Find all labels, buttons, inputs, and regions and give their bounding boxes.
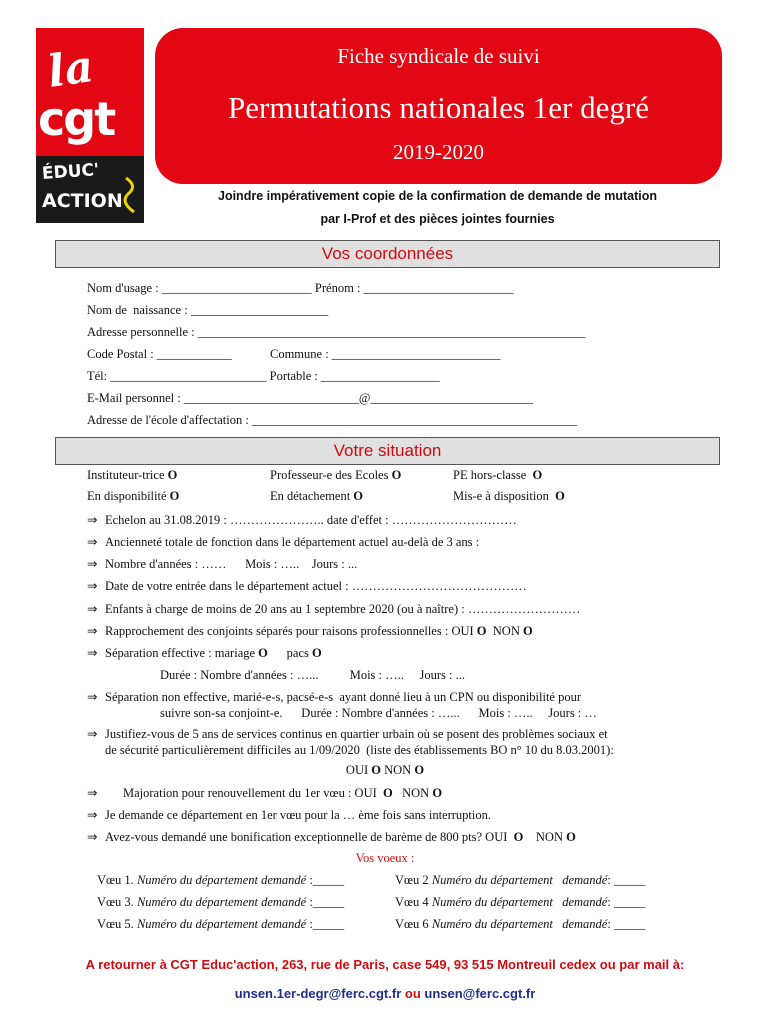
option-detachement[interactable]: En détachement O (270, 489, 364, 503)
voeu-1-field[interactable]: Vœu 1. Numéro du département demandé :_____ (97, 873, 345, 887)
field-adresse-ecole[interactable]: Adresse de l'école d'affectation : ____________________________________________________ (87, 413, 577, 427)
arrow-icon: ⇒ (87, 690, 98, 704)
section-coordonnees-header: Vos coordonnées (55, 240, 720, 268)
arrow-icon: ⇒ (87, 513, 98, 527)
logo-squiggle-icon (122, 176, 144, 216)
arrow-icon: ⇒ (87, 579, 98, 593)
logo-action-text: ACTION (42, 190, 123, 212)
voeu-3-field[interactable]: Vœu 3. Numéro du département demandé :_____ (97, 895, 345, 909)
header-year: 2019-2020 (393, 140, 484, 164)
field-rapprochement[interactable]: ⇒ Rapprochement des conjoints séparés pour raisons professionnelles : OUI O NON O (87, 624, 533, 638)
field-justifiez: ⇒ Justifiez-vous de 5 ans de services continus en quartier urbain où se posent des problèmes sociaux et (87, 727, 608, 741)
voeu-4-field[interactable]: Vœu 4 Numéro du département demandé: _____ (395, 895, 646, 909)
voeu-2-field[interactable]: Vœu 2 Numéro du département demandé: _____ (395, 873, 646, 887)
field-nombre-annees[interactable]: ⇒ Nombre d'années : …… Mois : ….. Jours : ... (87, 557, 358, 571)
email-separator: ou (401, 986, 425, 1001)
field-anciennete: ⇒ Ancienneté totale de fonction dans le département actuel au-delà de 3 ans : (87, 535, 480, 549)
email-link-2[interactable]: unsen@ferc.cgt.fr (424, 986, 536, 1001)
return-address: A retourner à CGT Educ'action, 263, rue de Paris, case 549, 93 515 Montreuil cedex ou par mail à: (85, 957, 685, 972)
field-bonification[interactable]: ⇒ Avez-vous demandé une bonification exceptionnelle de barème de 800 pts? OUI O NON O (87, 830, 576, 844)
field-echelon[interactable]: ⇒ Echelon au 31.08.2019 : ………………….. date d'effet : ………………………… (87, 513, 517, 527)
field-duree-separation[interactable]: Durée : Nombre d'années : …... Mois : ….. Jours : ... (160, 668, 465, 682)
arrow-icon: ⇒ (87, 808, 98, 822)
option-pe-hors-classe[interactable]: PE hors-classe O (453, 468, 543, 482)
logo-la-text: la (44, 41, 97, 98)
option-professeur-ecoles[interactable]: Professeur-e des Ecoles O (270, 468, 402, 482)
header-title: Permutations nationales 1er degré (228, 90, 649, 125)
field-telephone[interactable]: Tél: _________________________ Portable : ___________________ (87, 369, 440, 383)
field-majoration[interactable]: ⇒ Majoration pour renouvellement du 1er vœu : OUI O NON O (87, 786, 443, 800)
field-separation-effective[interactable]: ⇒ Séparation effective : mariage O pacs O (87, 646, 322, 660)
arrow-icon: ⇒ (87, 786, 98, 800)
header-subtitle: Fiche syndicale de suivi (337, 44, 540, 68)
field-separation-non-effective[interactable]: ⇒ Séparation non effective, marié-e-s, pacsé-e-s ayant donné lieu à un CPN ou disponibilité pour (87, 690, 582, 704)
option-instituteur[interactable]: Instituteur-trice O (87, 468, 178, 482)
instruction-line-2: par I-Prof et des pièces jointes fournies (320, 212, 555, 226)
voeu-5-field[interactable]: Vœu 5. Numéro du département demandé :_____ (97, 917, 345, 931)
field-code-postal[interactable]: Code Postal : ____________ (87, 347, 232, 361)
voeu-6-field[interactable]: Vœu 6 Numéro du département demandé: _____ (395, 917, 646, 931)
field-date-entree[interactable]: ⇒ Date de votre entrée dans le département actuel : …………………………………… (87, 579, 527, 593)
field-demande-rang[interactable]: ⇒ Je demande ce département en 1er vœu pour la … ème fois sans interruption. (87, 808, 491, 822)
logo-cgt-text: cgt (38, 92, 115, 146)
field-email[interactable]: E-Mail personnel : ____________________________@__________________________ (87, 391, 533, 405)
field-nom-naissance[interactable]: Nom de naissance : ______________________ (87, 303, 329, 317)
option-mis-a-disposition[interactable]: Mis-e à disposition O (453, 489, 565, 503)
logo-educ-text: ÉDUC' (41, 160, 100, 184)
field-justifiez-answer[interactable]: OUI O NON O (345, 763, 425, 777)
section-situation-header: Votre situation (55, 437, 720, 465)
header-banner (155, 28, 722, 184)
field-nom-usage-prenom[interactable]: Nom d'usage : ________________________ Prénom : ________________________ (87, 281, 514, 295)
field-justifiez-2: de sécurité particulièrement difficiles au 1/09/2020 (liste des établissements BO n° 10 du 8.03.2001): (105, 743, 614, 757)
arrow-icon: ⇒ (87, 557, 98, 571)
arrow-icon: ⇒ (87, 624, 98, 638)
voeux-title: Vos voeux : (355, 851, 415, 865)
field-separation-non-effective-duree[interactable]: suivre son-sa conjoint-e. Durée : Nombre d'années : …... Mois : ….. Jours : … (160, 706, 597, 720)
email-link-1[interactable]: unsen.1er-degr@ferc.cgt.fr (234, 986, 402, 1001)
option-disponibilite[interactable]: En disponibilité O (87, 489, 180, 503)
arrow-icon: ⇒ (87, 602, 98, 616)
arrow-icon: ⇒ (87, 535, 98, 549)
field-commune[interactable]: Commune : ___________________________ (270, 347, 501, 361)
field-adresse[interactable]: Adresse personnelle : ______________________________________________________________ (87, 325, 586, 339)
return-emails (0, 986, 770, 1001)
cgt-educaction-logo (36, 28, 144, 223)
field-enfants[interactable]: ⇒ Enfants à charge de moins de 20 ans au 1 septembre 2020 (ou à naître) : ……………………… (87, 602, 581, 616)
arrow-icon: ⇒ (87, 830, 98, 844)
arrow-icon: ⇒ (87, 727, 98, 741)
instruction-line-1: Joindre impérativement copie de la confirmation de demande de mutation (218, 189, 657, 203)
arrow-icon: ⇒ (87, 646, 98, 660)
